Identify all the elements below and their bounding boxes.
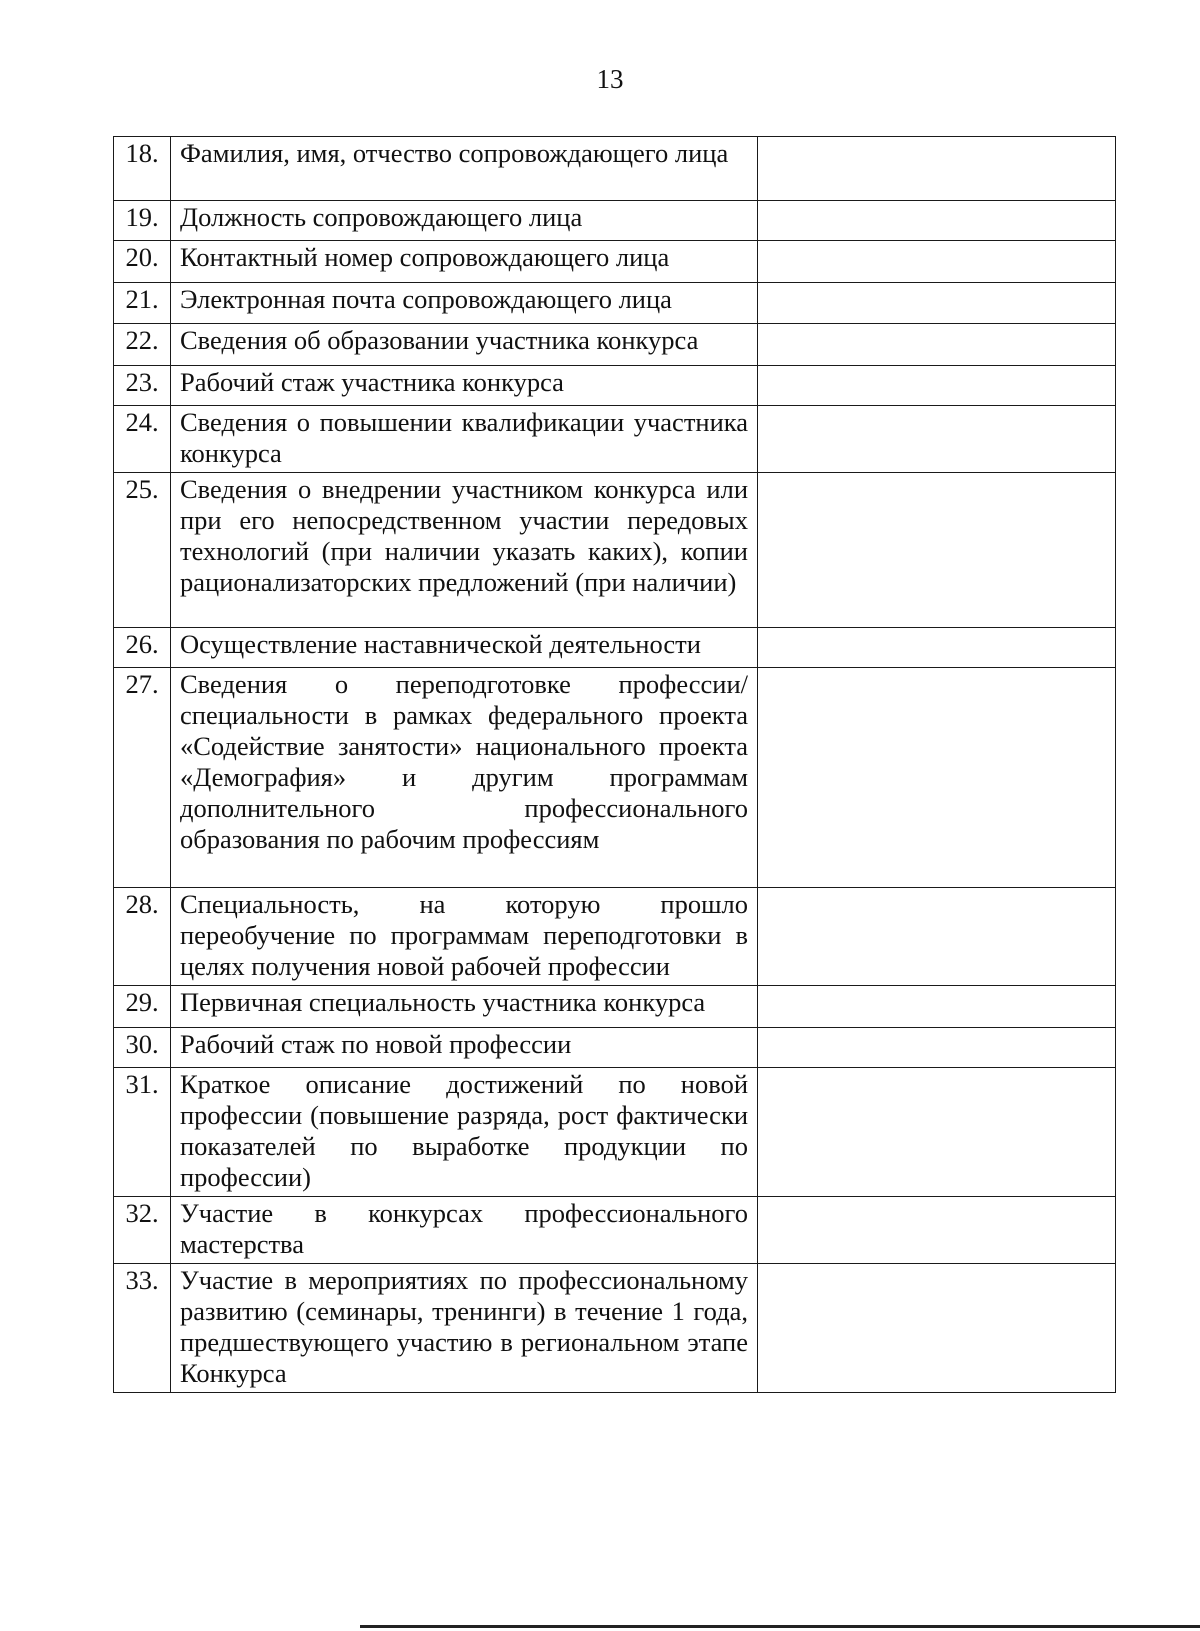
row-label: Первичная специальность участника конкурса — [171, 986, 758, 1028]
table-row — [114, 986, 1116, 1028]
row-value-field[interactable] — [758, 628, 1116, 668]
row-number: 30. — [114, 1028, 171, 1068]
row-label: Должность сопровождающего лица — [171, 201, 758, 241]
table-row — [114, 366, 1116, 406]
row-label: Сведения об образовании участника конкурса — [171, 324, 758, 366]
row-value-field[interactable] — [758, 986, 1116, 1028]
row-value-field[interactable] — [758, 668, 1116, 888]
row-number: 21. — [114, 283, 171, 324]
row-label: Осуществление наставнической деятельности — [171, 628, 758, 668]
row-number: 26. — [114, 628, 171, 668]
table-row — [114, 1068, 1116, 1197]
table-row — [114, 283, 1116, 324]
row-value-field[interactable] — [758, 366, 1116, 406]
row-label: Участие в мероприятиях по профессиональному развитию (семинары, тренинги) в течение 1 года, предшествующего участию в региональном этапе Конкурса — [171, 1264, 758, 1393]
row-value-field[interactable] — [758, 406, 1116, 473]
row-number: 20. — [114, 241, 171, 283]
row-label: Электронная почта сопровождающего лица — [171, 283, 758, 324]
table-row — [114, 628, 1116, 668]
row-number: 23. — [114, 366, 171, 406]
table-row — [114, 1028, 1116, 1068]
row-value-field[interactable] — [758, 1197, 1116, 1264]
row-value-field[interactable] — [758, 137, 1116, 201]
row-value-field[interactable] — [758, 1028, 1116, 1068]
row-number: 32. — [114, 1197, 171, 1264]
row-label: Сведения о внедрении участником конкурса или при его непосредственном участии передовых технологий (при наличии указать каких), копии рационализаторских предложений (при наличии) — [171, 473, 758, 628]
row-value-field[interactable] — [758, 473, 1116, 628]
table-row — [114, 241, 1116, 283]
scan-edge-line — [360, 1625, 1200, 1628]
table-row — [114, 1264, 1116, 1393]
row-number: 29. — [114, 986, 171, 1028]
page-number: 13 — [596, 64, 624, 94]
row-number: 19. — [114, 201, 171, 241]
row-label: Рабочий стаж участника конкурса — [171, 366, 758, 406]
table-row — [114, 473, 1116, 628]
row-value-field[interactable] — [758, 888, 1116, 986]
row-number: 28. — [114, 888, 171, 986]
row-number: 33. — [114, 1264, 171, 1393]
row-value-field[interactable] — [758, 1068, 1116, 1197]
row-label: Фамилия, имя, отчество сопровождающего лица — [171, 137, 758, 201]
table-row — [114, 668, 1116, 888]
table-row — [114, 406, 1116, 473]
row-number: 31. — [114, 1068, 171, 1197]
row-value-field[interactable] — [758, 283, 1116, 324]
table-row — [114, 201, 1116, 241]
row-label: Краткое описание достижений по новой профессии (повышение разряда, рост фактически показателей по выработке продукции по профессии) — [171, 1068, 758, 1197]
row-value-field[interactable] — [758, 1264, 1116, 1393]
row-number: 18. — [114, 137, 171, 201]
table-row — [114, 888, 1116, 986]
row-number: 25. — [114, 473, 171, 628]
row-number: 22. — [114, 324, 171, 366]
table-row — [114, 137, 1116, 201]
row-value-field[interactable] — [758, 324, 1116, 366]
row-value-field[interactable] — [758, 201, 1116, 241]
row-label: Участие в конкурсах профессионального мастерства — [171, 1197, 758, 1264]
row-label: Специальность, на которую прошло переобучение по программам переподготовки в целях получения новой рабочей профессии — [171, 888, 758, 986]
row-label: Сведения о переподготовке профессии/специальности в рамках федерального проекта «Содействие занятости» национального проекта «Демография» и другим программам дополнительного профессионального образования по рабочим профессиям — [171, 668, 758, 888]
row-number: 24. — [114, 406, 171, 473]
row-number: 27. — [114, 668, 171, 888]
participant-info-table — [113, 136, 1116, 1393]
row-label: Сведения о повышении квалификации участника конкурса — [171, 406, 758, 473]
row-value-field[interactable] — [758, 241, 1116, 283]
table-row — [114, 1197, 1116, 1264]
row-label: Контактный номер сопровождающего лица — [171, 241, 758, 283]
table-row — [114, 324, 1116, 366]
table-body — [114, 137, 1116, 1393]
row-label: Рабочий стаж по новой профессии — [171, 1028, 758, 1068]
